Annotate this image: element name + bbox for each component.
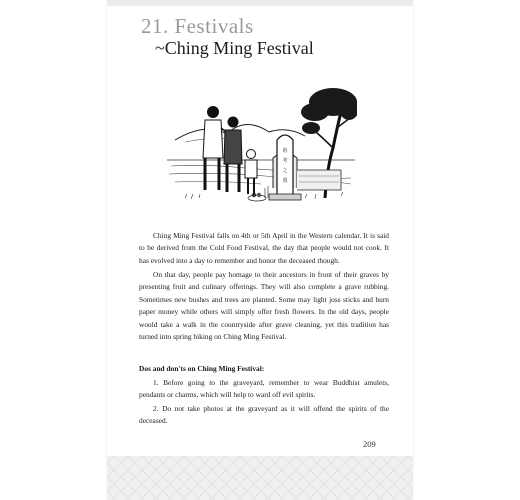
top-decorative-band <box>107 0 413 6</box>
grave-sweeping-illustration <box>165 78 357 218</box>
section-subtitle: ~Ching Ming Festival <box>155 38 314 58</box>
paragraph-customs: On that day, people pay homage to their ancestors in front of their graves by presenting fruit and culinary offerings. They will also complete a grave rubbing. Sometimes new bushes and trees are planted. Some may light joss sticks and burn paper money while others will simply offer fresh flowers. In the old days, people would take a walk in the countryside after grave cleaning, yet this tradition has turned into spring hiking on Ching Ming Festival. <box>139 270 389 342</box>
svg-text:之: 之 <box>282 168 288 174</box>
svg-text:考: 考 <box>282 158 288 164</box>
book-page <box>107 0 413 500</box>
svg-text:墓: 墓 <box>282 178 288 184</box>
chapter-heading: 21. Festivals <box>141 14 254 38</box>
paragraph-origin: Ching Ming Festival falls on 4th or 5th April in the Western calendar. It is said to be derived from the Cold Food Festival, the day that people would not cook. It has evolved into a day to remember and honor the deceased though. <box>139 231 389 265</box>
list-item: 2. Do not take photos at the graveyard as it will offend the spirits of the deceased. <box>139 404 389 426</box>
list-item: 1. Before going to the graveyard, remember to wear Buddhist amulets, pendants or charms, which will help to ward off evil spirits. <box>139 378 389 400</box>
page-number: 209 <box>363 439 376 449</box>
bottom-decorative-band <box>107 456 413 500</box>
dos-donts-heading: Dos and don'ts on Ching Ming Festival: <box>139 364 265 373</box>
svg-text:祖: 祖 <box>282 148 288 154</box>
